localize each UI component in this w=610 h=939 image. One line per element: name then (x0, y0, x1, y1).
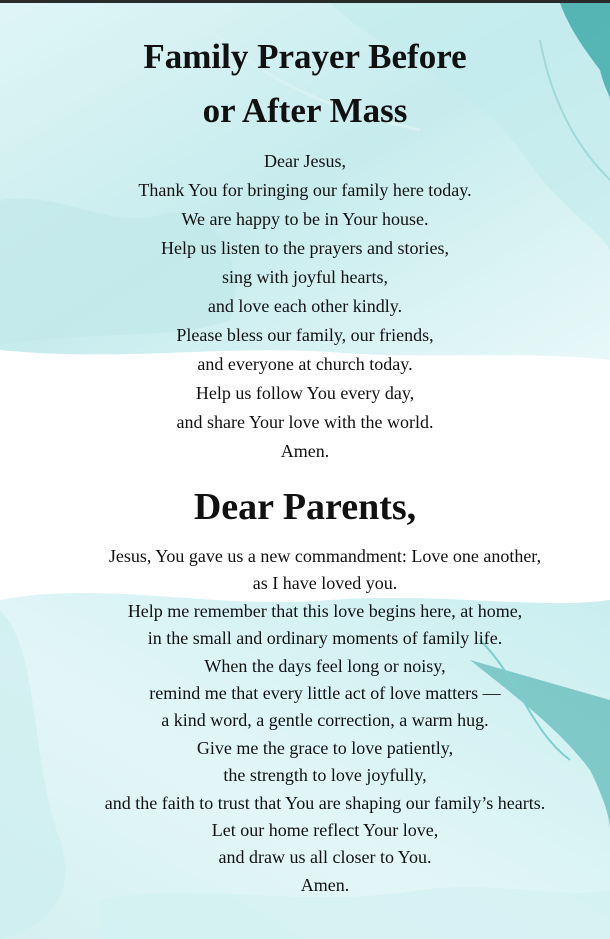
prayer-line: Help me remember that this love begins here, at home, (127, 600, 523, 621)
prayer-line: Dear Jesus, (264, 151, 346, 171)
prayer-line: the strength to love joyfully, (223, 765, 427, 786)
prayer-line: and share Your love with the world. (176, 412, 434, 432)
family-prayer-text (0, 147, 610, 466)
prayer-line: Amen. (280, 441, 330, 461)
prayer-line: and love each other kindly. (207, 296, 403, 316)
prayer-line: Help us listen to the prayers and stories, (161, 238, 449, 258)
prayer-line: as I have loved you. (252, 573, 398, 594)
prayer-line: Help us follow You every day, (195, 383, 415, 403)
prayer-line: and the faith to trust that You are shaping our family’s hearts. (104, 792, 546, 813)
prayer-line: Please bless our family, our friends, (176, 325, 434, 345)
parents-prayer-text (30, 543, 610, 899)
page-title-line-1: Family Prayer Before (143, 37, 467, 76)
prayer-line: in the small and ordinary moments of family life. (147, 628, 503, 649)
prayer-line: We are happy to be in Your house. (181, 209, 429, 229)
prayer-line: Amen. (300, 874, 350, 895)
prayer-line: Thank You for bringing our family here today. (138, 180, 472, 200)
prayer-line: Let our home reflect Your love, (211, 820, 439, 841)
prayer-line: sing with joyful hearts, (222, 267, 388, 287)
prayer-line: a kind word, a gentle correction, a warm hug. (161, 710, 489, 731)
parents-heading: Dear Parents, (193, 486, 417, 528)
prayer-line: Jesus, You gave us a new commandment: Love one another, (108, 546, 542, 566)
prayer-line: remind me that every little act of love matters — (149, 683, 501, 704)
prayer-line: Give me the grace to love patiently, (196, 737, 454, 758)
prayer-line: When the days feel long or noisy, (204, 655, 446, 676)
prayer-line: and draw us all closer to You. (218, 847, 432, 868)
prayer-line: and everyone at church today. (197, 354, 413, 374)
page-title-line-2: or After Mass (202, 91, 408, 130)
